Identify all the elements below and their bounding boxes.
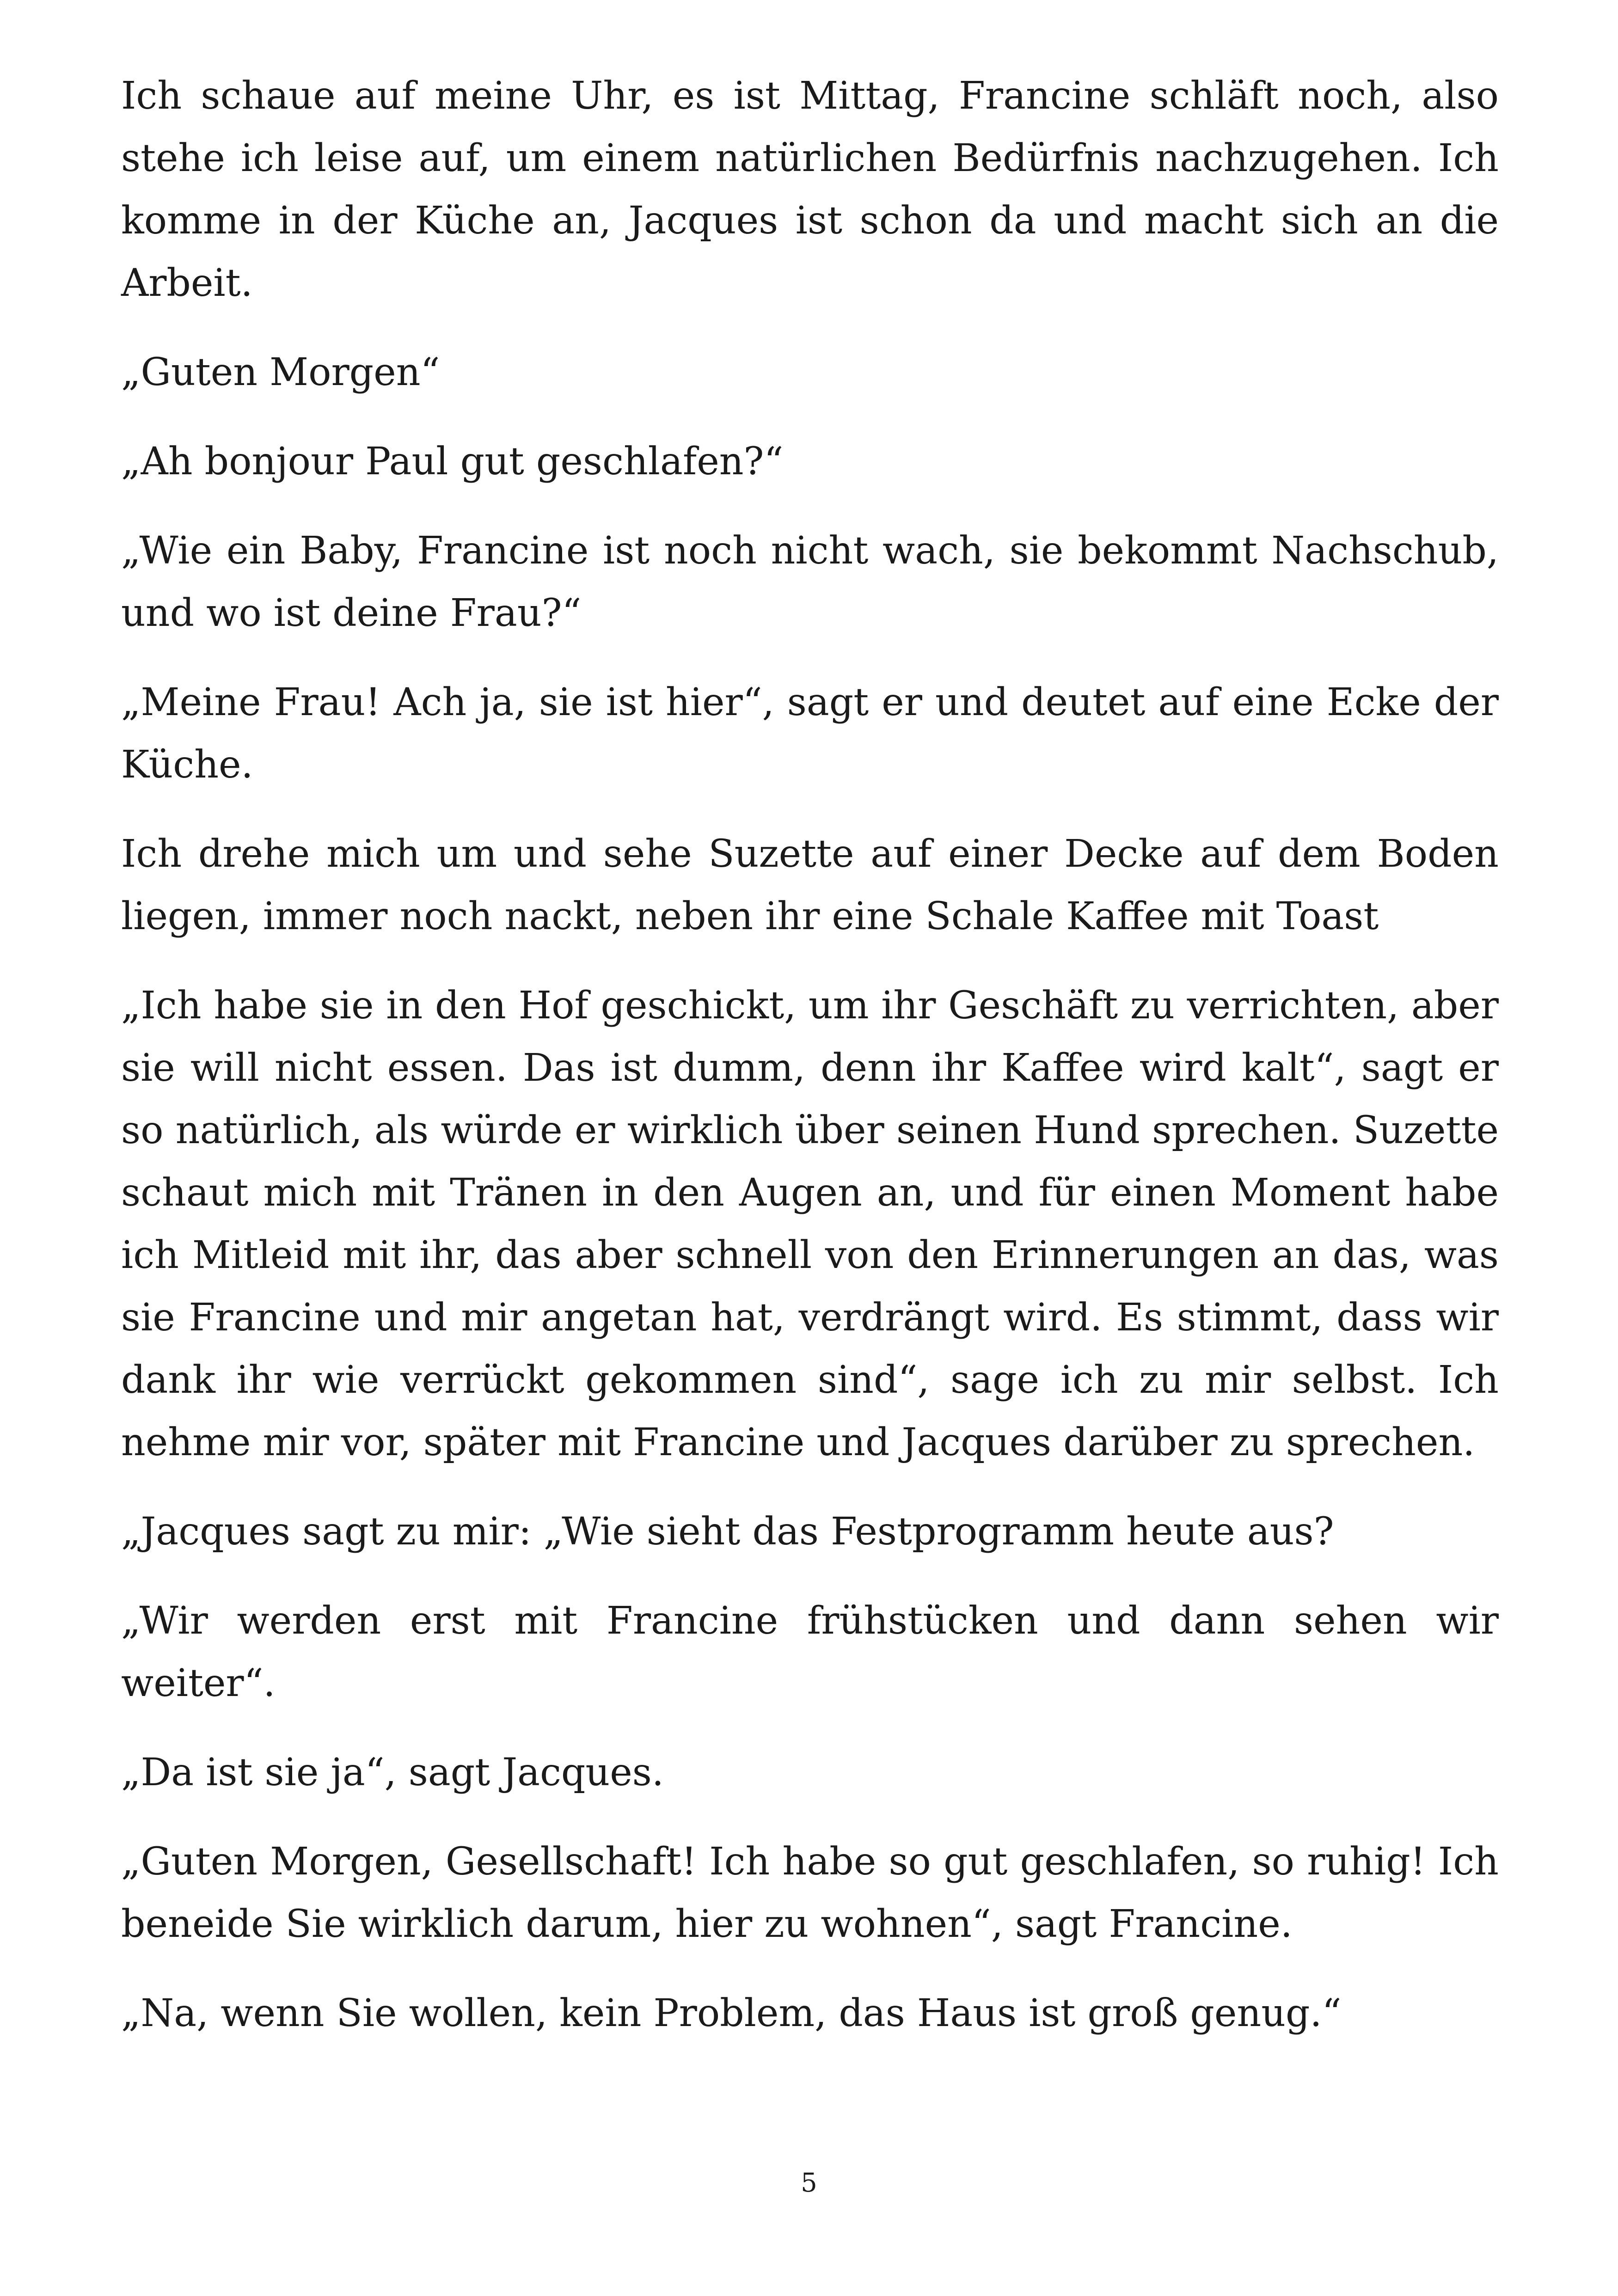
paragraph: „Jacques sagt zu mir: „Wie sieht das Festprogramm heute aus?	[121, 1510, 1334, 1554]
paragraph: „Wir werden erst mit Francine frühstücken und dann sehen wir weiter“.	[121, 1599, 1499, 1705]
paragraph: „Na, wenn Sie wollen, kein Problem, das Haus ist groß genug.“	[121, 1991, 1342, 2035]
paragraph: „Meine Frau! Ach ja, sie ist hier“, sagt er und deutet auf eine Ecke der Küche.	[121, 680, 1499, 787]
paragraph: Ich drehe mich um und sehe Suzette auf einer Decke auf dem Boden liegen, immer noch nackt, neben ihr eine Schale Kaffee mit Toast	[121, 832, 1499, 938]
paragraph: „Guten Morgen, Gesellschaft! Ich habe so gut geschlafen, so ruhig! Ich beneide Sie wirklich darum, hier zu wohnen“, sagt Francine.	[121, 1840, 1499, 1946]
paragraph: „Ah bonjour Paul gut geschlafen?“	[121, 440, 784, 484]
page-body	[121, 65, 1499, 2071]
paragraph: Ich schaue auf meine Uhr, es ist Mittag, Francine schläft noch, also stehe ich leise auf, um einem natürlichen Bedürfnis nachzugehen. Ich komme in der Küche an, Jacques ist schon da und macht sich an die Arbeit.	[121, 74, 1499, 305]
paragraph: „Da ist sie ja“, sagt Jacques.	[121, 1751, 664, 1794]
paragraph: „Wie ein Baby, Francine ist noch nicht wach, sie bekommt Nachschub, und wo ist deine Frau?“	[121, 529, 1499, 635]
paragraph: „Ich habe sie in den Hof geschickt, um ihr Geschäft zu verrichten, aber sie will nicht essen. Das ist dumm, denn ihr Kaffee wird kalt“, sagt er so natürlich, als würde er wirklich über seinen Hund sprechen. Suzette schaut mich mit Tränen in den Augen an, und für einen Moment habe ich Mitleid mit ihr, das aber schnell von den Erinnerungen an das, was sie Francine und mir angetan hat, verdrängt wird. Es stimmt, dass wir dank ihr wie verrückt gekommen sind“, sage ich zu mir selbst. Ich nehme mir vor, später mit Francine und Jacques darüber zu sprechen.	[121, 984, 1499, 1464]
paragraph: „Guten Morgen“	[121, 350, 440, 394]
page-number: 5	[801, 2168, 817, 2198]
